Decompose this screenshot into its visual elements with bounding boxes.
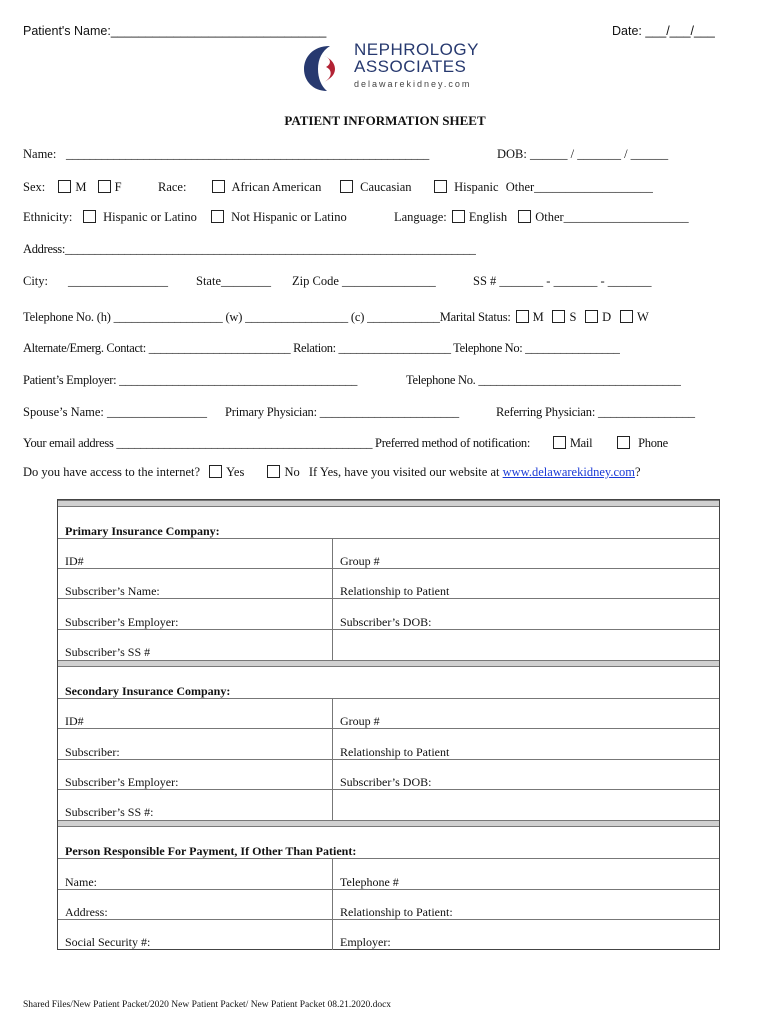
row-divider — [58, 568, 719, 569]
state-field[interactable]: State________ — [196, 274, 271, 288]
employer-field[interactable]: Patient’s Employer: ________________________________________ — [23, 373, 358, 387]
internet-yes-label: Yes — [226, 465, 245, 479]
date-header: Date: ___/___/___ — [612, 24, 715, 38]
page-title: PATIENT INFORMATION SHEET — [284, 113, 486, 128]
notify-phone-checkbox[interactable] — [617, 436, 630, 449]
secondary-employer-cell[interactable]: Subscriber’s Employer: — [65, 775, 179, 789]
primary-insurance-title: Primary Insurance Company: — [65, 524, 220, 538]
column-divider — [332, 858, 333, 950]
race-hispanic-label: Hispanic — [454, 180, 499, 194]
race-caucasian-checkbox[interactable] — [340, 180, 353, 193]
eth-hispanic-option[interactable] — [81, 210, 197, 225]
race-label: Race: — [158, 180, 187, 194]
table-top-band — [58, 500, 719, 507]
telephone-fields[interactable]: Telephone No. (h) __________________ (w) _________________ (c) ____________Marital Status: — [23, 310, 511, 324]
email-field[interactable]: Your email address ___________________________________________ Preferred method of notification: — [23, 436, 531, 450]
row-divider — [58, 858, 719, 859]
marital-w-label: W — [636, 310, 649, 324]
eth-not-label: Not Hispanic or Latino — [231, 210, 347, 224]
sex-m-label: M — [75, 180, 87, 194]
secondary-subscriber-cell[interactable]: Subscriber: — [65, 745, 120, 759]
primary-physician-field[interactable]: Primary Physician: _______________________ — [225, 405, 459, 419]
row-divider — [58, 698, 719, 699]
referring-physician-field[interactable]: Referring Physician: ________________ — [496, 405, 695, 419]
marital-s-checkbox[interactable] — [552, 310, 565, 323]
sex-f-label: F — [114, 180, 122, 194]
primary-bottom-band — [58, 660, 719, 667]
secondary-dob-cell[interactable]: Subscriber’s DOB: — [340, 775, 432, 789]
primary-ss-cell[interactable]: Subscriber’s SS # — [65, 645, 151, 659]
kidney-logo-icon — [300, 42, 350, 94]
marital-m-checkbox[interactable] — [516, 310, 529, 323]
secondary-relationship-cell[interactable]: Relationship to Patient — [340, 745, 450, 759]
row-divider — [58, 889, 719, 890]
row-divider — [58, 759, 719, 760]
race-caucasian-label: Caucasian — [360, 180, 412, 194]
internet-yes-checkbox[interactable] — [209, 465, 222, 478]
notify-phone-label: Phone — [638, 436, 668, 450]
eth-hispanic-checkbox[interactable] — [83, 210, 96, 223]
race-african-checkbox[interactable] — [212, 180, 225, 193]
row-divider — [58, 789, 719, 790]
row-divider — [58, 538, 719, 539]
row-divider — [58, 629, 719, 630]
responsible-ss-cell[interactable]: Social Security #: — [65, 935, 151, 949]
secondary-id-cell[interactable]: ID# — [65, 714, 84, 728]
payment-responsible-title: Person Responsible For Payment, If Other Than Patient: — [65, 844, 357, 858]
logo-url: delawarekidney.com — [354, 79, 472, 89]
eth-not-option[interactable] — [209, 210, 347, 225]
primary-subscriber-name-cell[interactable]: Subscriber’s Name: — [65, 584, 160, 598]
name-field[interactable]: _____________________________________________________________ — [66, 147, 429, 161]
row-divider — [58, 598, 719, 599]
column-divider — [332, 698, 333, 820]
city-label: City: — [23, 274, 49, 288]
race-hispanic-option[interactable] — [432, 180, 653, 195]
primary-group-cell[interactable]: Group # — [340, 554, 380, 568]
primary-relationship-cell[interactable]: Relationship to Patient — [340, 584, 450, 598]
race-african-option[interactable] — [210, 180, 321, 195]
notify-mail-label: Mail — [569, 436, 593, 450]
lang-english-checkbox[interactable] — [452, 210, 465, 223]
primary-id-cell[interactable]: ID# — [65, 554, 84, 568]
responsible-relationship-cell[interactable]: Relationship to Patient: — [340, 905, 453, 919]
logo-line-1: NEPHROLOGY — [354, 40, 479, 59]
responsible-address-cell[interactable]: Address: — [65, 905, 108, 919]
sex-row — [23, 180, 122, 195]
race-caucasian-option[interactable] — [338, 180, 412, 195]
nephrology-associates-logo — [300, 40, 479, 94]
patient-name-header: Patient's Name:_______________________________ — [23, 24, 327, 38]
insurance-table — [57, 499, 720, 950]
secondary-ss-cell[interactable]: Subscriber’s SS #: — [65, 805, 154, 819]
sex-m-checkbox[interactable] — [58, 180, 71, 193]
spouse-field[interactable]: Spouse’s Name: ________________ — [23, 405, 208, 419]
marital-s-label: S — [569, 310, 577, 324]
eth-not-checkbox[interactable] — [211, 210, 224, 223]
website-link[interactable]: www.delawarekidney.com — [502, 465, 635, 479]
zip-field[interactable]: Zip Code _______________ — [292, 274, 436, 288]
primary-employer-cell[interactable]: Subscriber’s Employer: — [65, 615, 179, 629]
internet-no-checkbox[interactable] — [267, 465, 280, 478]
address-field[interactable]: Address:_____________________________________________________________________ — [23, 242, 476, 256]
eth-hispanic-label: Hispanic or Latino — [103, 210, 197, 224]
responsible-name-cell[interactable]: Name: — [65, 875, 97, 889]
website-question-end: ? — [634, 465, 641, 479]
notify-mail-checkbox[interactable] — [553, 436, 566, 449]
responsible-telephone-cell[interactable]: Telephone # — [340, 875, 399, 889]
responsible-employer-cell[interactable]: Employer: — [340, 935, 391, 949]
primary-dob-cell[interactable]: Subscriber’s DOB: — [340, 615, 432, 629]
sex-label: Sex: — [23, 180, 46, 194]
city-field[interactable]: ________________ — [68, 274, 168, 288]
employer-phone-field[interactable]: Telephone No. __________________________________ — [406, 373, 681, 387]
race-hispanic-checkbox[interactable] — [434, 180, 447, 193]
race-other-field[interactable]: Other___________________ — [505, 180, 653, 194]
internet-question: Do you have access to the internet? — [23, 465, 201, 479]
row-divider — [58, 919, 719, 920]
language-label: Language: — [394, 210, 447, 224]
internet-row — [23, 465, 641, 480]
secondary-bottom-band — [58, 820, 719, 827]
lang-english-label: English — [468, 210, 508, 224]
row-divider — [58, 728, 719, 729]
name-label: Name: — [23, 147, 57, 161]
website-question: If Yes, have you visited our website at — [308, 465, 500, 479]
language-row — [394, 210, 689, 225]
secondary-group-cell[interactable]: Group # — [340, 714, 380, 728]
ss-field[interactable]: SS # _______ - _______ - _______ — [473, 274, 652, 288]
email-row[interactable] — [23, 436, 668, 451]
telephone-row[interactable] — [23, 310, 649, 325]
race-african-label: African American — [231, 180, 322, 194]
marital-w-checkbox[interactable] — [620, 310, 633, 323]
column-divider — [332, 538, 333, 660]
alternate-contact-row[interactable]: Alternate/Emerg. Contact: ________________________ Relation: ___________________ Telephone No: ________________ — [23, 341, 620, 355]
marital-d-checkbox[interactable] — [585, 310, 598, 323]
lang-other-checkbox[interactable] — [518, 210, 531, 223]
secondary-insurance-title: Secondary Insurance Company: — [65, 684, 231, 698]
lang-other-field[interactable]: Other____________________ — [535, 210, 689, 224]
marital-m-label: M — [532, 310, 544, 324]
internet-no-label: No — [284, 465, 300, 479]
marital-d-label: D — [602, 310, 611, 324]
footer-file-path: Shared Files/New Patient Packet/2020 New Patient Packet/ New Patient Packet 08.21.2020.docx — [23, 1000, 392, 1010]
dob-field[interactable]: DOB: ______ / _______ / ______ — [497, 147, 669, 161]
logo-line-2: ASSOCIATES — [354, 57, 467, 76]
sex-f-checkbox[interactable] — [98, 180, 111, 193]
ethnicity-label: Ethnicity: — [23, 210, 73, 224]
